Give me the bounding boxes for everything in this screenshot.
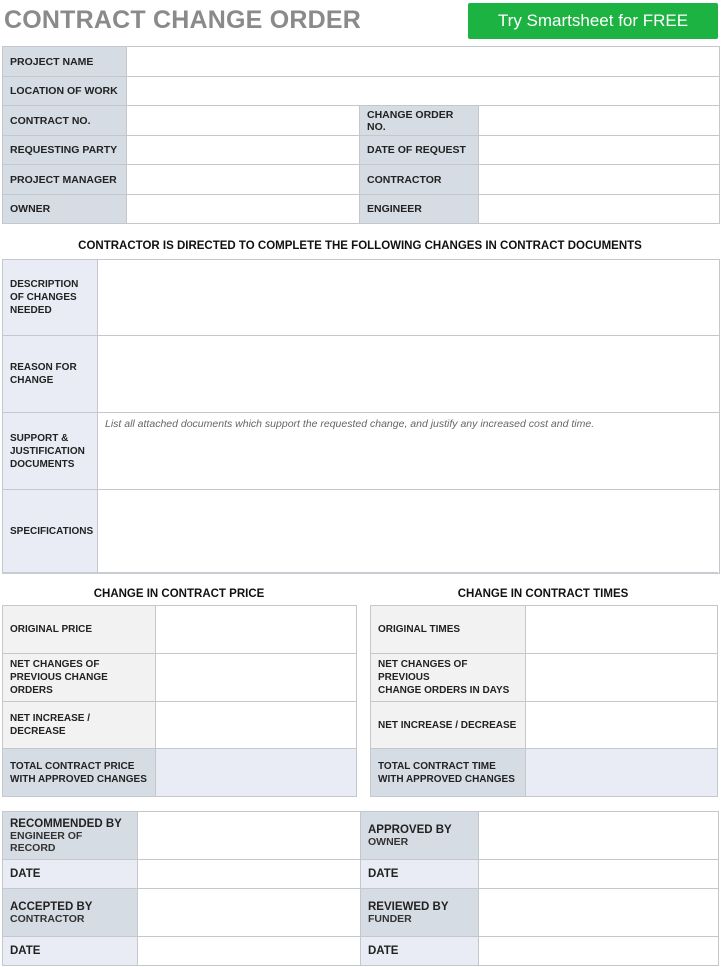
times-net-changes-label <box>371 654 526 702</box>
support-field[interactable]: List all attached documents which support the requested change, and justify any increased cost and time. <box>98 413 720 490</box>
engineer-field[interactable] <box>479 195 720 224</box>
description-label-line1: DESCRIPTION <box>10 279 79 290</box>
change-order-no-field[interactable] <box>479 106 720 136</box>
description-field[interactable] <box>98 260 720 336</box>
recommended-by-label <box>3 812 138 860</box>
recommended-by-title: RECOMMENDED BY <box>10 817 122 830</box>
contractor-field[interactable] <box>479 165 720 195</box>
signatures-table <box>2 811 719 966</box>
price-heading: CHANGE IN CONTRACT PRICE <box>93 588 265 600</box>
date-field-4[interactable] <box>479 937 719 966</box>
price-net-changes-line2: PREVIOUS CHANGE ORDERS <box>10 672 108 696</box>
reviewed-by-field[interactable] <box>479 889 719 937</box>
recommended-by-sub: ENGINEER OF RECORD <box>10 829 83 854</box>
times-heading: CHANGE IN CONTRACT TIMES <box>457 588 629 600</box>
total-time-field[interactable] <box>526 749 718 797</box>
support-label-line3: DOCUMENTS <box>10 458 75 470</box>
contractor-label: CONTRACTOR <box>360 165 479 195</box>
total-time-line2: WITH APPROVED CHANGES <box>378 773 515 785</box>
approved-by-label <box>361 812 479 860</box>
reason-label-line2: CHANGE <box>10 375 54 386</box>
owner-field[interactable] <box>127 195 360 224</box>
date-label-2: DATE <box>361 860 479 889</box>
reviewed-by-label <box>361 889 479 937</box>
specifications-field[interactable] <box>98 490 720 574</box>
total-price-label <box>3 749 156 797</box>
project-manager-label: PROJECT MANAGER <box>3 165 127 195</box>
date-field-3[interactable] <box>138 937 361 966</box>
date-label-4: DATE <box>361 937 479 966</box>
times-net-increase-label: NET INCREASE / DECREASE <box>371 702 526 749</box>
accepted-by-label <box>3 889 138 937</box>
requesting-party-field[interactable] <box>127 136 360 165</box>
total-time-line1: TOTAL CONTRACT TIME <box>378 760 496 772</box>
location-of-work-field[interactable] <box>127 77 720 106</box>
section-divider <box>2 572 718 574</box>
support-label <box>3 413 98 490</box>
times-table <box>370 605 718 797</box>
date-label-1: DATE <box>3 860 138 889</box>
description-label-line3: NEEDED <box>10 305 52 316</box>
date-field-2[interactable] <box>479 860 719 889</box>
approved-by-title: APPROVED BY <box>368 823 452 836</box>
reason-label-line1: REASON FOR <box>10 362 77 373</box>
approved-by-field[interactable] <box>479 812 719 860</box>
specifications-label: SPECIFICATIONS <box>3 490 98 574</box>
accepted-by-title: ACCEPTED BY <box>10 900 93 913</box>
contract-no-label: CONTRACT NO. <box>3 106 127 136</box>
engineer-label: ENGINEER <box>360 195 479 224</box>
project-name-label: PROJECT NAME <box>3 47 127 77</box>
original-times-field[interactable] <box>526 606 718 654</box>
description-label-line2: OF CHANGES <box>10 292 77 303</box>
price-net-changes-field[interactable] <box>156 654 357 702</box>
total-price-line2: WITH APPROVED CHANGES <box>10 773 147 785</box>
price-net-changes-label <box>3 654 156 702</box>
date-label-3: DATE <box>3 937 138 966</box>
location-of-work-label: LOCATION OF WORK <box>3 77 127 106</box>
approved-by-sub: OWNER <box>368 835 409 848</box>
contract-no-field[interactable] <box>127 106 360 136</box>
total-price-line1: TOTAL CONTRACT PRICE <box>10 760 135 772</box>
times-net-changes-field[interactable] <box>526 654 718 702</box>
original-times-label: ORIGINAL TIMES <box>371 606 526 654</box>
accepted-by-sub: CONTRACTOR <box>10 912 85 925</box>
page-title: CONTRACT CHANGE ORDER <box>4 6 361 34</box>
reviewed-by-sub: FUNDER <box>368 912 412 925</box>
change-order-no-label: CHANGE ORDER NO. <box>360 106 479 136</box>
support-label-line1: SUPPORT & <box>10 432 69 444</box>
description-label <box>3 260 98 336</box>
accepted-by-field[interactable] <box>138 889 361 937</box>
reviewed-by-title: REVIEWED BY <box>368 900 449 913</box>
project-name-field[interactable] <box>127 47 720 77</box>
owner-label: OWNER <box>3 195 127 224</box>
date-field-1[interactable] <box>138 860 361 889</box>
reason-field[interactable] <box>98 336 720 413</box>
date-of-request-label: DATE OF REQUEST <box>360 136 479 165</box>
recommended-by-field[interactable] <box>138 812 361 860</box>
original-price-field[interactable] <box>156 606 357 654</box>
project-manager-field[interactable] <box>127 165 360 195</box>
times-net-changes-line2: CHANGE ORDERS IN DAYS <box>378 685 510 696</box>
project-info-table <box>2 46 720 224</box>
support-label-line2: JUSTIFICATION <box>10 445 85 457</box>
reason-label <box>3 336 98 413</box>
changes-table <box>2 259 720 574</box>
requesting-party-label: REQUESTING PARTY <box>3 136 127 165</box>
date-of-request-field[interactable] <box>479 136 720 165</box>
price-net-increase-label: NET INCREASE / DECREASE <box>3 702 156 749</box>
price-table <box>2 605 357 797</box>
try-smartsheet-button[interactable]: Try Smartsheet for FREE <box>468 3 718 39</box>
changes-heading: CONTRACTOR IS DIRECTED TO COMPLETE THE FOLLOWING CHANGES IN CONTRACT DOCUMENTS <box>78 240 642 252</box>
price-net-increase-field[interactable] <box>156 702 357 749</box>
total-time-label <box>371 749 526 797</box>
price-net-changes-line1: NET CHANGES OF <box>10 659 100 670</box>
total-price-field[interactable] <box>156 749 357 797</box>
original-price-label: ORIGINAL PRICE <box>3 606 156 654</box>
times-net-changes-line1: NET CHANGES OF PREVIOUS <box>378 659 468 683</box>
times-net-increase-field[interactable] <box>526 702 718 749</box>
